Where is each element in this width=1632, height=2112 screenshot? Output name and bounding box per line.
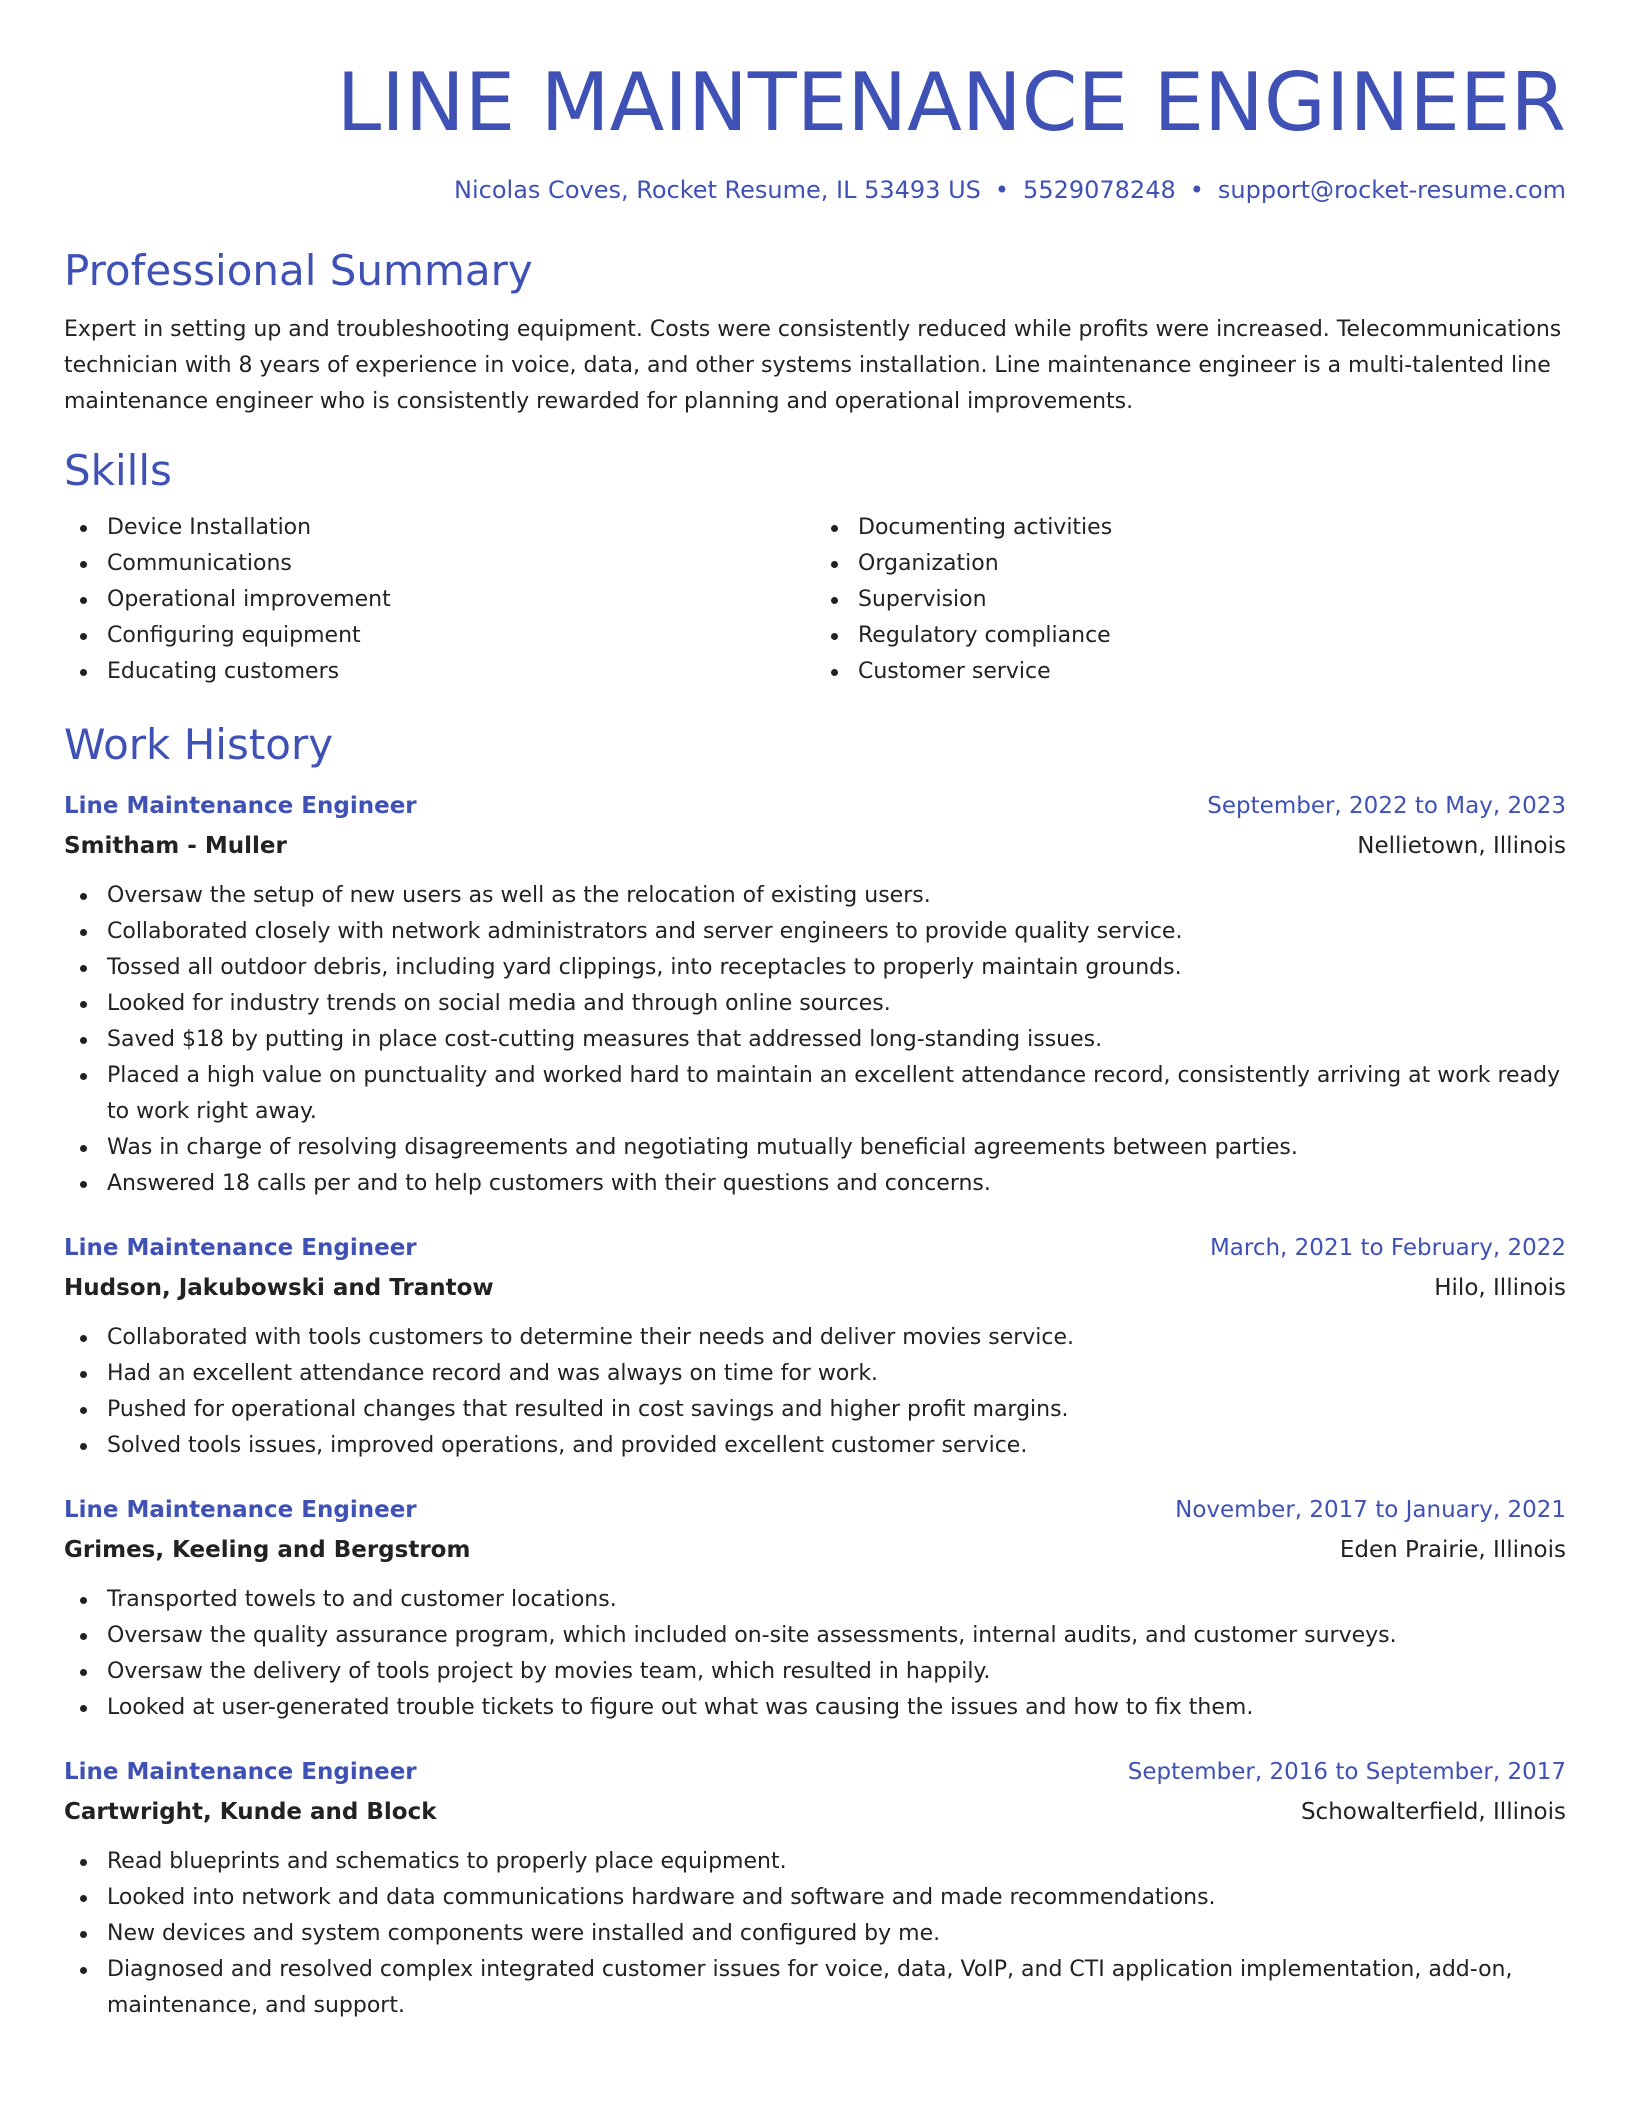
resume-title: LINE MAINTENANCE ENGINEER xyxy=(336,56,1566,149)
job-title: Line Maintenance Engineer xyxy=(64,1497,417,1523)
skill-item: Regulatory compliance xyxy=(858,618,1566,654)
job-dates: September, 2022 to May, 2023 xyxy=(1207,793,1566,819)
job-entry xyxy=(64,786,1566,1202)
job-bullet: Was in charge of resolving disagreements and negotiating mutually beneficial agreements between parties. xyxy=(107,1130,1566,1166)
skills-grid xyxy=(64,510,1566,690)
job-company: Smitham - Muller xyxy=(64,833,287,859)
contact-separator: • xyxy=(994,176,1010,204)
job-bullet: Looked for industry trends on social media and through online sources. xyxy=(107,986,1566,1022)
job-header-row xyxy=(64,1752,1566,1792)
skill-item: Supervision xyxy=(858,582,1566,618)
job-bullet: Looked into network and data communications hardware and software and made recommendations. xyxy=(107,1880,1566,1916)
contact-address: Nicolas Coves, Rocket Resume, IL 53493 US xyxy=(454,176,981,204)
job-company: Hudson, Jakubowski and Trantow xyxy=(64,1275,494,1301)
job-header-row xyxy=(64,1228,1566,1268)
job-location: Hilo, Illinois xyxy=(1434,1275,1566,1301)
job-bullet: Solved tools issues, improved operations, and provided excellent customer service. xyxy=(107,1428,1566,1464)
job-company-row xyxy=(64,826,1566,866)
job-bullet: Read blueprints and schematics to properly place equipment. xyxy=(107,1844,1566,1880)
job-bullet: Oversaw the setup of new users as well as the relocation of existing users. xyxy=(107,878,1566,914)
job-location: Schowalterfield, Illinois xyxy=(1300,1799,1566,1825)
job-bullets xyxy=(64,1844,1566,2024)
job-company: Cartwright, Kunde and Block xyxy=(64,1799,437,1825)
contact-phone: 5529078248 xyxy=(1023,176,1176,204)
summary-heading: Professional Summary xyxy=(64,246,533,295)
job-entry xyxy=(64,1752,1566,2024)
skill-item: Documenting activities xyxy=(858,510,1566,546)
skills-heading: Skills xyxy=(64,446,172,495)
work-history-heading: Work History xyxy=(64,720,334,769)
job-bullet: Answered 18 calls per and to help customers with their questions and concerns. xyxy=(107,1166,1566,1202)
job-bullet: Collaborated closely with network administrators and server engineers to provide quality service. xyxy=(107,914,1566,950)
job-dates: September, 2016 to September, 2017 xyxy=(1127,1759,1566,1785)
job-company: Grimes, Keeling and Bergstrom xyxy=(64,1537,471,1563)
job-entry xyxy=(64,1228,1566,1464)
job-dates: November, 2017 to January, 2021 xyxy=(1175,1497,1566,1523)
contact-email: support@rocket-resume.com xyxy=(1217,176,1566,204)
job-title: Line Maintenance Engineer xyxy=(64,793,417,819)
job-company-row xyxy=(64,1792,1566,1832)
job-bullets xyxy=(64,1582,1566,1726)
job-company-row xyxy=(64,1530,1566,1570)
summary-text: Expert in setting up and troubleshooting equipment. Costs were consistently reduced while profits were increased. Telecommunications technician with 8 years of experience in voice, data, and other systems installation. Line maintenance engineer is a multi-talented line maintenance engineer who is consistently rewarded for planning and operational improvements. xyxy=(64,317,1562,414)
skill-item: Configuring equipment xyxy=(107,618,815,654)
job-bullet: Oversaw the delivery of tools project by movies team, which resulted in happily. xyxy=(107,1654,1566,1690)
job-company-row xyxy=(64,1268,1566,1308)
job-dates: March, 2021 to February, 2022 xyxy=(1209,1235,1566,1261)
job-bullet: Collaborated with tools customers to determine their needs and deliver movies service. xyxy=(107,1320,1566,1356)
job-bullet: Placed a high value on punctuality and worked hard to maintain an excellent attendance record, consistently arriving at work ready to work right away. xyxy=(107,1058,1566,1130)
job-header-row xyxy=(64,786,1566,826)
job-header-row xyxy=(64,1490,1566,1530)
skills-list-right xyxy=(815,510,1566,690)
job-bullet: Oversaw the quality assurance program, which included on-site assessments, internal audits, and customer surveys. xyxy=(107,1618,1566,1654)
job-location: Eden Prairie, Illinois xyxy=(1339,1537,1566,1563)
job-location: Nellietown, Illinois xyxy=(1357,833,1566,859)
job-bullet: Pushed for operational changes that resulted in cost savings and higher profit margins. xyxy=(107,1392,1566,1428)
skill-item: Device Installation xyxy=(107,510,815,546)
contact-separator: • xyxy=(1189,176,1204,204)
job-entry xyxy=(64,1490,1566,1726)
job-bullet: Had an excellent attendance record and was always on time for work. xyxy=(107,1356,1566,1392)
job-bullet: Saved $18 by putting in place cost-cutting measures that addressed long-standing issues. xyxy=(107,1022,1566,1058)
job-bullet: Diagnosed and resolved complex integrated customer issues for voice, data, VoIP, and CTI application implementation, add-on, maintenance, and support. xyxy=(107,1952,1566,2024)
job-bullets xyxy=(64,878,1566,1202)
job-title: Line Maintenance Engineer xyxy=(64,1759,417,1785)
resume-page xyxy=(64,0,1566,2024)
job-bullets xyxy=(64,1320,1566,1464)
skill-item: Operational improvement xyxy=(107,582,815,618)
skill-item: Organization xyxy=(858,546,1566,582)
job-bullet: Tossed all outdoor debris, including yard clippings, into receptacles to properly maintain grounds. xyxy=(107,950,1566,986)
skills-list-left xyxy=(64,510,815,690)
contact-line xyxy=(64,174,1566,206)
skill-item: Customer service xyxy=(858,654,1566,690)
job-bullet: Transported towels to and customer locations. xyxy=(107,1582,1566,1618)
job-bullet: Looked at user-generated trouble tickets to figure out what was causing the issues and how to fix them. xyxy=(107,1690,1566,1726)
skill-item: Educating customers xyxy=(107,654,815,690)
job-bullet: New devices and system components were installed and configured by me. xyxy=(107,1916,1566,1952)
job-title: Line Maintenance Engineer xyxy=(64,1235,417,1261)
skill-item: Communications xyxy=(107,546,815,582)
